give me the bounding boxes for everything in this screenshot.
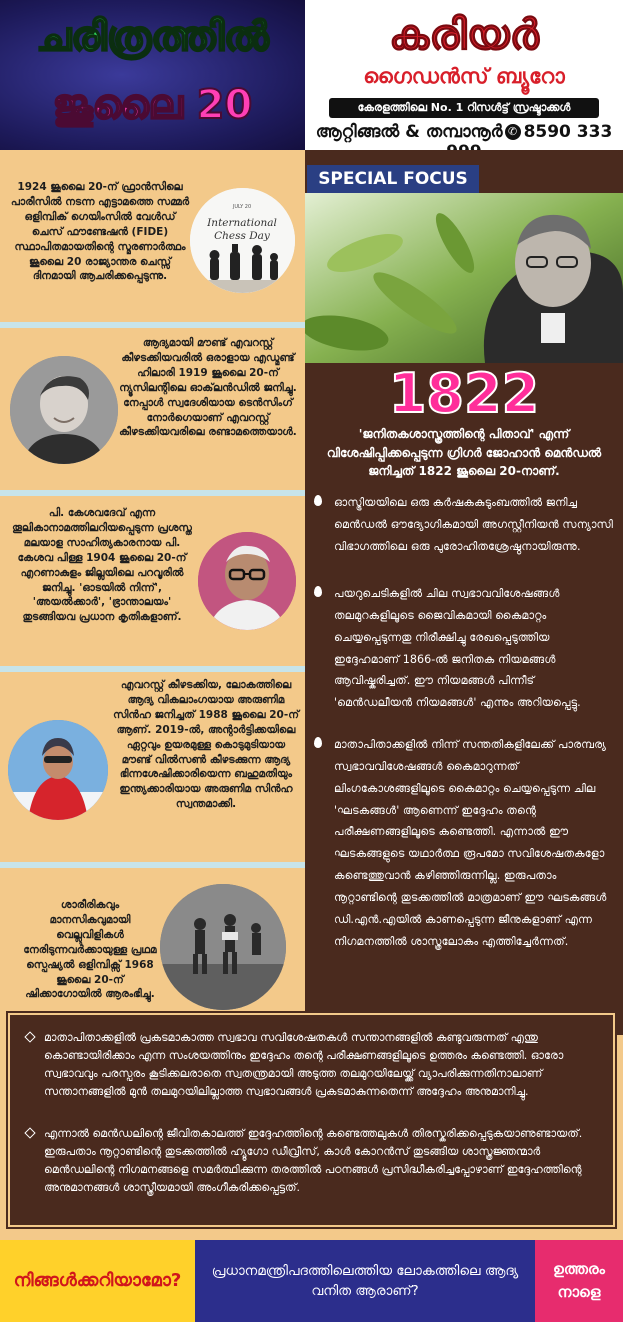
header-left-banner	[0, 0, 305, 150]
info-paragraph-text: മാതാപിതാക്കളിൽ പ്രകടമാകാത്ത സ്വഭാവ സവിശേഷതകൾ സന്താനങ്ങളിൽ കണ്ടുവരുന്നത് എന്തു കൊണ്ടായിരിക്കാം എന്ന സംശയത്തിനും ഇദ്ദേഹം തന്റെ പരീക്ഷണങ്ങളിലൂടെ ഉത്തരം കണ്ടെത്തി. ഓരോ സ്വഭാവവും പരസ്പരം കൂടിക്കലരാതെ സ്വതന്ത്രമായി അടുത്ത തലമുറയിലേയ്ക്ക് വ്യാപരിക്കുന്നതിനാലാണ് സന്താനങ്ങളിൽ മുൻ തലമുറയിലില്ലാത്ത സ്വഭാവങ്ങൾ പ്രകടമാകുന്നതെന്ന് അദ്ദേഹം അനുമാനിച്ചു.	[44, 1031, 564, 1099]
info-paragraph	[44, 1029, 608, 1102]
special-focus-label: SPECIAL FOCUS	[307, 165, 479, 193]
info-paragraph	[44, 1125, 608, 1198]
header-title-line2: ജൂലൈ 20	[52, 82, 253, 128]
arunima-sinha-photo	[8, 720, 108, 820]
focus-year: 1822	[388, 362, 540, 425]
item-text: ശാരീരികവും മാനസികവുമായി വെല്ലുവിളികൾ നേരിടുന്നവർക്കായുള്ള പ്രഥമ സ്പെഷ്യൽ ഒളിമ്പിക്സ് 1968 ജൂലൈ 20-ന് ഷിക്കാഗോയിൽ ആരംഭിച്ചു.	[23, 899, 157, 1001]
answer-line2: നാളെ	[557, 1283, 601, 1302]
item-text: 1924 ജൂലൈ 20-ന് ഫ്രാൻസിലെ പാരീസിൽ നടന്ന എട്ടാമത്തെ സമ്മർ ഒളിമ്പിക് ഗെയിംസിൽ വേൾഡ് ചെസ് ഫൗണ്ടേഷൻ (FIDE) സ്ഥാപിതമായതിന്റെ സ്മരണാർത്ഥം ജൂലൈ 20 രാജ്യാന്തര ചെസ്സ് ദിനമായി ആചരിക്കപ്പെടുന്നു.	[10, 181, 190, 283]
focus-bullet	[312, 492, 614, 558]
info-box	[8, 1013, 615, 1227]
chess-day-image	[190, 188, 295, 293]
edmund-hillary-photo	[10, 356, 118, 464]
list-item	[0, 328, 305, 490]
mendel-pea-photo	[305, 193, 623, 363]
list-item	[0, 496, 305, 666]
quiz-question: പ്രധാനമന്ത്രിപദത്തിലെത്തിയ ലോകത്തിലെ ആദ്യ വനിത ആരാണ്?	[195, 1240, 535, 1322]
item-text: എവറസ്റ്റ് കീഴടക്കിയ, ലോകത്തിലെ ആദ്യ വികലാംഗയായ അരുണിമ സിൻഹ ജനിച്ചത് 1988 ജൂലൈ 20-ന് ആണ്. 2019-ൽ, അന്റാർട്ടിക്കയിലെ ഏറ്റവും ഉയരമുള്ള കൊടുമുടിയായ മൗണ്ട് വിൽസൺ കീഴടക്കുന്ന ആദ്യ ഭിന്നശേഷിക്കാരിയെന്ന ബഹുമതിയും ഇന്ത്യക്കാരിയായ അരുണിമ സിൻഹ സ്വന്തമാക്കി.	[113, 679, 299, 811]
answer-line1: ഉത്തരം	[553, 1260, 605, 1278]
focus-bullet	[312, 734, 614, 952]
svg-text:International: International	[207, 217, 277, 229]
brand-name: കരിയർ	[389, 10, 539, 59]
list-item	[0, 672, 305, 862]
list-item	[0, 868, 305, 1035]
svg-text:Chess Day: Chess Day	[214, 230, 270, 242]
phone-icon: ✆	[505, 124, 521, 140]
focus-bullet-text: മാതാപിതാക്കളിൽ നിന്ന് സന്തതികളിലേക്ക് പാരമ്പര്യ സ്വഭാവവിശേഷങ്ങൾ കൈമാറുന്നത് ലിംഗകോശങ്ങളിലൂടെ കൈമാറ്റം ചെയ്യപ്പെടുന്ന ചില 'ഘടകങ്ങൾ' ആണെന്ന് ഇദ്ദേഹം തന്റെ പരീക്ഷണങ്ങളിലൂടെ കണ്ടെത്തി. എന്നാൽ ഈ ഘടകങ്ങളുടെ യഥാർത്ഥ രൂപമോ സവിശേഷതകളോ കണ്ടെത്തുവാൻ കഴിഞ്ഞിരുന്നില്ല. ഇരുപതാം നൂറ്റാണ്ടിന്റെ തുടക്കത്തിൽ മാത്രമാണ് ഈ ഘടകങ്ങൾ ഡി.എൻ.എയിൽ കാണപ്പെടുന്ന ജീനുകളാണ് എന്ന നിഗമനത്തിൽ ശാസ്ത്രലോകം എത്തിച്ചേർന്നത്.	[334, 738, 607, 948]
item-text: ആദ്യമായി മൗണ്ട് എവറസ്റ്റ് കീഴടക്കിയവരിൽ ഒരാളായ എഡ്മണ്ട് ഹിലാരി 1919 ജൂലൈ 20-ന് ന്യൂസിലന്റിലെ ഓക്‌ലൻഡിൽ ജനിച്ചു. നേപ്പാൾ സ്വദേശിയായ ടെൻസിംഗ് നോർഗെയാണ് എവറസ്റ്റ് കീഴടക്കിയവരിലെ രണ്ടാമത്തെയാൾ.	[119, 337, 297, 439]
quiz-answer-note	[535, 1240, 623, 1322]
quiz-label: നിങ്ങൾക്കറിയാമോ?	[0, 1240, 195, 1322]
kesavadev-photo	[198, 532, 296, 630]
phone-number: 8590 333	[523, 122, 613, 142]
focus-bullet-text: പയറുചെടികളിൽ ചില സ്വഭാവവിശേഷങ്ങൾ തലമുറകളിലൂടെ ജൈവികമായി കൈമാറ്റം ചെയ്യപ്പെടുന്നതു നിരീക്ഷിച്ചു രേഖപ്പെടുത്തിയ ഇദ്ദേഹമാണ് 1866-ൽ ജനിതക നിയമങ്ങൾ ആവിഷ്കരിച്ചത്. ഈ നിയമങ്ങൾ പിന്നീട് 'മെൻഡലീയൻ നിയമങ്ങൾ' എന്നും അറിയപ്പെട്ടു.	[334, 587, 581, 710]
list-item	[0, 150, 305, 320]
focus-bullet-text: ഓസ്ട്രിയയിലെ ഒരു കർഷകകുടുംബത്തിൽ ജനിച്ച മെൻഡൽ ഔദ്യോഗികമായി അഗസ്റ്റീനിയൻ സന്യാസി വിഭാഗത്തിലെ ഒരു പുരോഹിതശ്രേഷ്ഠനായിരുന്നു.	[334, 496, 613, 553]
special-olympics-photo	[160, 884, 286, 1010]
info-paragraph-text: എന്നാൽ മെൻഡലിന്റെ ജീവിതകാലത്ത് ഇദ്ദേഹത്തിന്റെ കണ്ടെത്തലുകൾ തിരസ്കരിക്കപ്പെടുകയാണുണ്ടായത്. ഇരുപതാം നൂറ്റാണ്ടിന്റെ തുടക്കത്തിൽ ഹ്യൂഗോ ഡീവ്രീസ്, കാൾ കോറൻസ് തുടങ്ങിയ ശാസ്ത്രജ്ഞന്മാർ മെൻഡലിന്റെ നിഗമനങ്ങളെ സമർത്ഥിക്കുന്ന തരത്തിൽ പഠനങ്ങൾ പ്രസിദ്ധീകരിച്ചപ്പോഴാണ് ഇദ്ദേഹത്തിന്റെ അനുമാനങ്ങൾ ശാസ്ത്രീയമായി അംഗീകരിക്കപ്പെട്ടത്.	[44, 1127, 583, 1195]
brand-subtitle: ഗൈഡൻസ് ബ്യൂറോ	[363, 64, 565, 88]
bullet-drop-icon	[314, 586, 322, 597]
header-title-line1: ചരിത്രത്തിൽ	[36, 14, 269, 60]
diamond-bullet-icon	[24, 1031, 35, 1042]
bullet-drop-icon	[314, 737, 322, 748]
locations-text: ആറ്റിങ്ങൽ & തമ്പാനൂർ	[315, 122, 503, 142]
quiz-footer	[0, 1240, 623, 1322]
focus-bullet	[312, 583, 614, 714]
item-text: പി. കേശവദേവ് എന്ന തൂലികാനാമത്തിലറിയപ്പെടുന്ന പ്രശസ്ത മലയാള സാഹിത്യകാരനായ പി. കേശവ പിള്ള 1904 ജൂലൈ 20-ന് എറണാകുളം ജില്ലയിലെ പറവൂരിൽ ജനിച്ചു. 'ഓടയിൽ നിന്ന്', 'അയൽക്കാർ', 'ഭ്രാന്താലയം' തുടങ്ങിയവ പ്രധാന കൃതികളാണ്.	[12, 507, 192, 624]
brand-tagline: കേരളത്തിലെ No. 1 റിസൾട്ട് സ്രഷ്ടാക്കൾ	[329, 98, 599, 118]
diamond-bullet-icon	[24, 1127, 35, 1138]
left-column	[0, 150, 305, 1035]
focus-intro: 'ജനിതകശാസ്ത്രത്തിന്റെ പിതാവ്' എന്ന് വിശേഷിപ്പിക്കപ്പെടുന്ന ഗ്രിഗർ ജോഹാൻ മെൻഡൽ ജനിച്ചത് 1822 ജൂലൈ 20-നാണ്.	[326, 427, 602, 479]
bullet-drop-icon	[314, 495, 322, 506]
svg-text:JULY 20: JULY 20	[232, 204, 252, 210]
header-brand-block	[305, 0, 623, 150]
